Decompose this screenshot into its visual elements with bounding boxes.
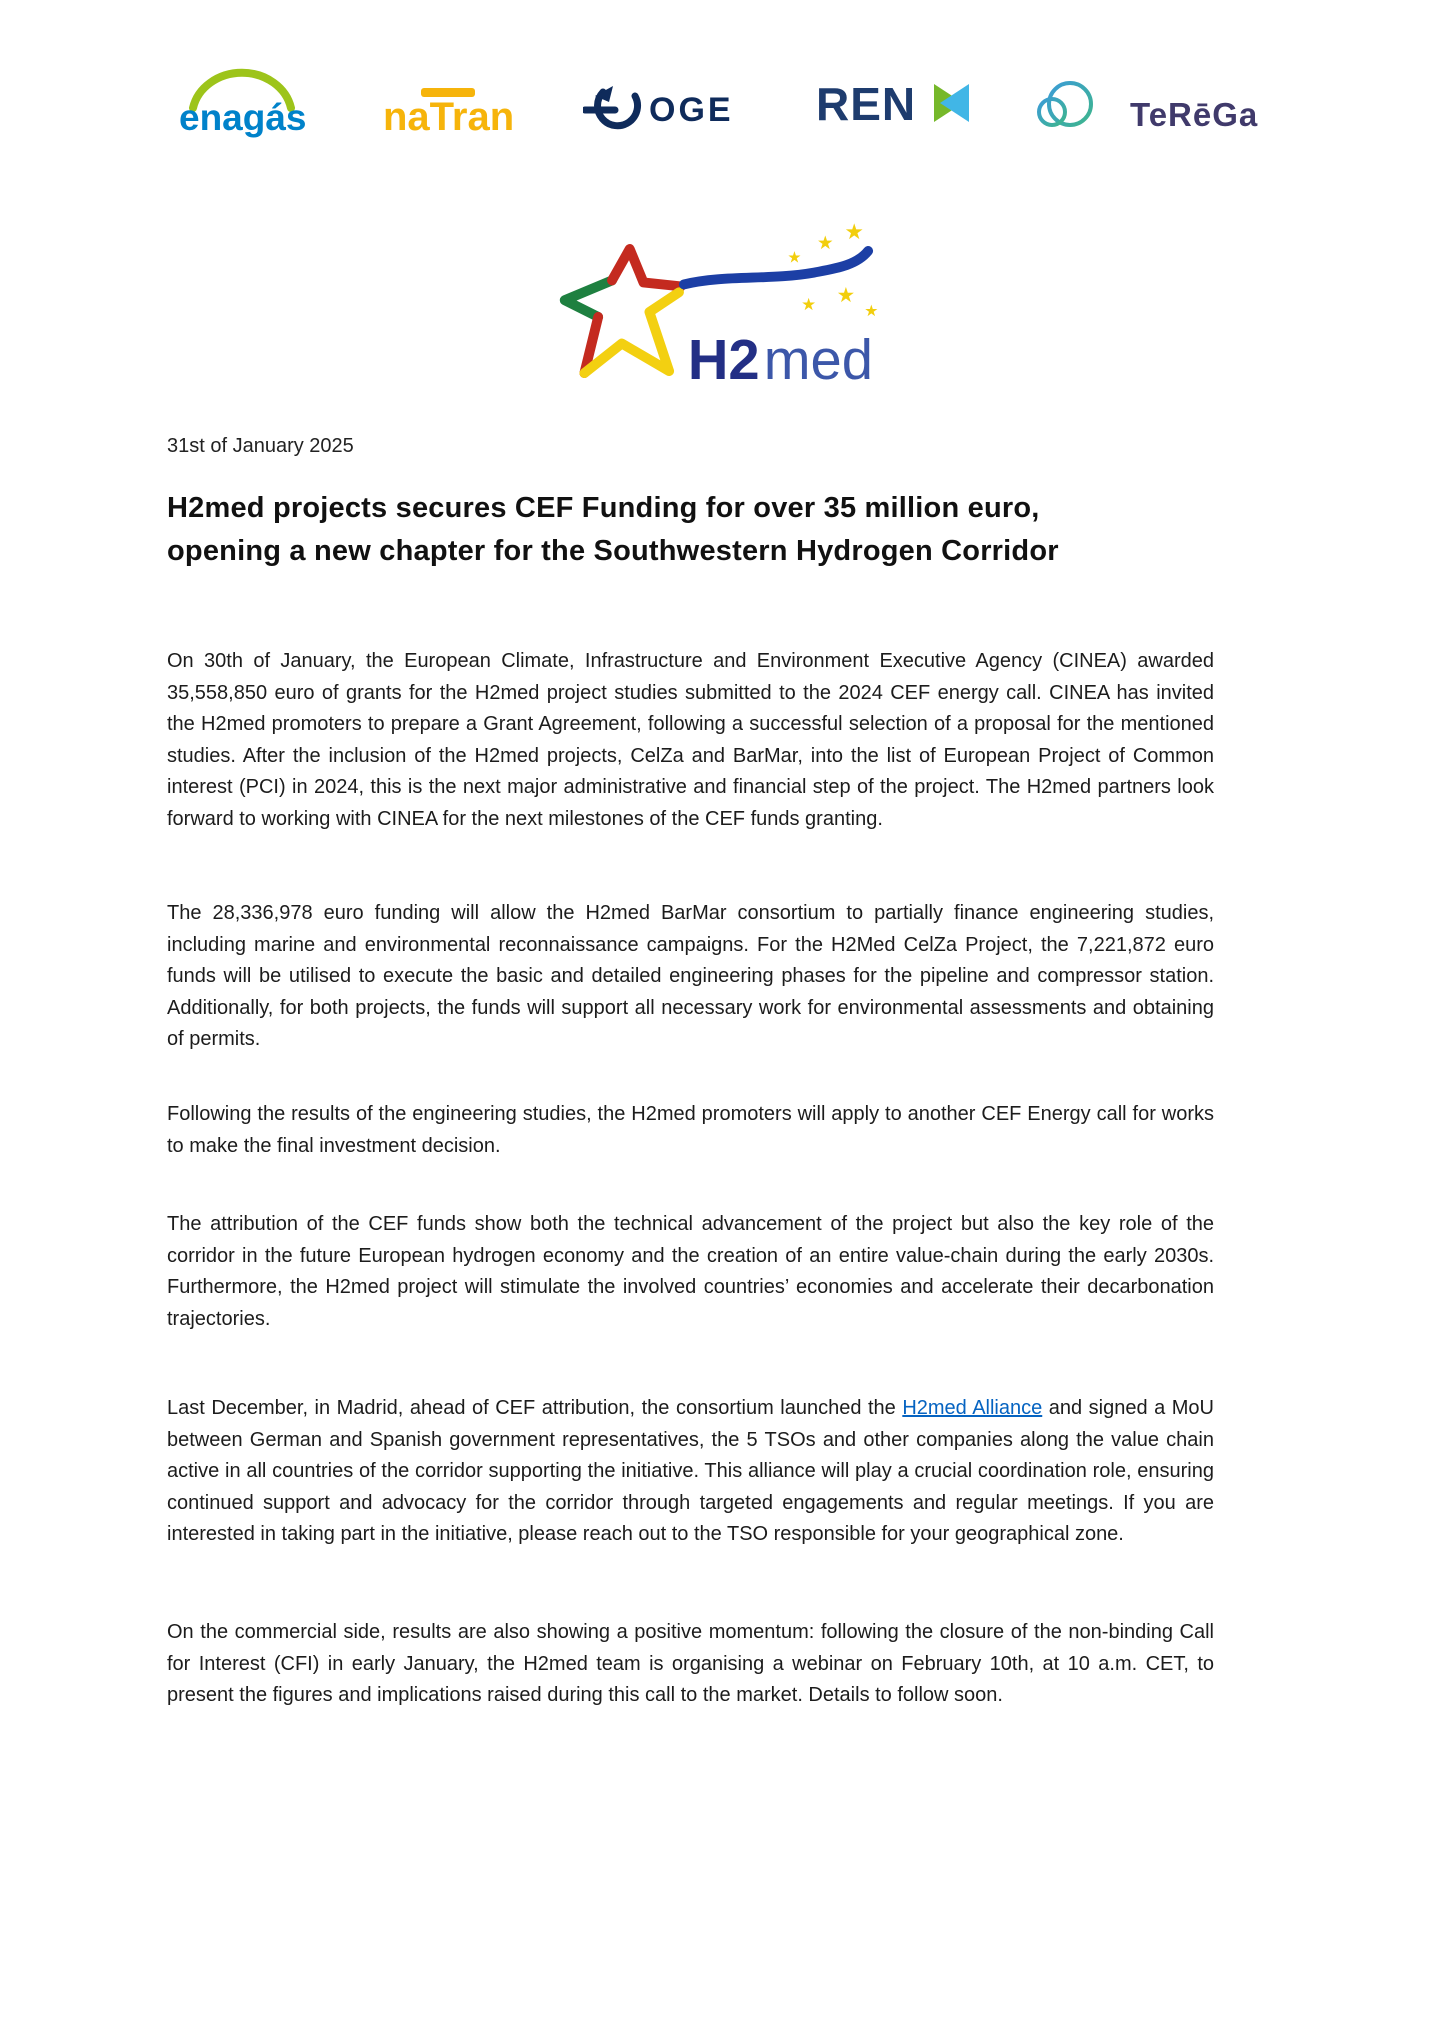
paragraph-5-before-link: Last December, in Madrid, ahead of CEF attribution, the consortium launched the [167, 1397, 903, 1419]
terega-logo-graphic [1016, 74, 1260, 140]
h2med-wordmark-med: med [763, 328, 873, 391]
natran-logo [383, 82, 535, 145]
ren-bowtie-icon [934, 84, 969, 122]
enagas-wordmark: enagás [179, 97, 307, 138]
terega-logo [1016, 74, 1260, 145]
h2med-alliance-link[interactable]: H2med Alliance [902, 1397, 1043, 1419]
oge-logo [583, 74, 755, 143]
enagas-logo-graphic [163, 62, 348, 140]
enagas-logo [163, 62, 348, 145]
natran-logo-graphic [383, 82, 535, 140]
paragraph-3: Following the results of the engineering studies, the H2med promoters will apply to another CEF Energy call for works to make the final investment decision. [167, 1103, 1214, 1157]
headline [167, 487, 1214, 573]
paragraph-5-after-link: and signed a MoU between German and Spanish government representatives, the 5 TSOs and other companies along the value chain active in all countries of the corridor supporting the initiative. This alliance will play a crucial coordination role, ensuring continued support and advocacy for the corridor through targeted engagements and regular meetings. If you are interested in taking part in the initiative, please reach out to the TSO responsible for your geographical zone. [167, 1397, 1214, 1545]
h2med-logo-graphic [543, 222, 878, 402]
oge-wordmark: OGE [649, 91, 734, 129]
h2med-wordmark-h2: H2 [687, 328, 760, 391]
ren-logo [816, 72, 972, 139]
ren-wordmark: REN [816, 78, 917, 130]
paragraph-6: On the commercial side, results are also showing a positive momentum: following the closure of the non-binding Call for Interest (CFI) in early January, the H2med team is organising a webinar on February 10th, at 10 a.m. CET, to present the figures and implications raised during this call to the market. Details to follow soon. [167, 1621, 1214, 1706]
svg-text:★: ★ [787, 249, 802, 267]
svg-text:★: ★ [864, 302, 878, 320]
oge-logo-graphic [583, 74, 755, 138]
terega-wordmark: TeRēGa [1130, 96, 1259, 133]
natran-wordmark: naTran [383, 95, 515, 139]
document-date: 31st of January 2025 [167, 435, 354, 457]
paragraph-1: On 30th of January, the European Climate, Infrastructure and Environment Executive Agency (CINEA) awarded 35,558,850 euro of grants for the H2med project studies submitted to the 2024 CEF energy call. CINEA has invited the H2med promoters to prepare a Grant Agreement, following a successful selection of a proposal for the mentioned studies. After the inclusion of the H2med projects, CelZa and BarMar, into the list of European Project of Common interest (PCI) in 2024, this is the next major administrative and financial step of the project. The H2med partners look forward to working with CINEA for the next milestones of the CEF funds granting. [167, 650, 1214, 830]
terega-globe-icon [1018, 83, 1122, 125]
h2med-logo [543, 222, 878, 407]
paragraph-4: The attribution of the CEF funds show both the technical advancement of the project but also the key role of the corridor in the future European hydrogen economy and the creation of an entire value-chain during the early 2030s. Furthermore, the H2med project will stimulate the involved countries’ economies and accelerate their decarbonation trajectories. [167, 1213, 1214, 1330]
headline-line-2: opening a new chapter for the Southwestern Hydrogen Corridor [167, 535, 1059, 567]
svg-text:★: ★ [816, 231, 834, 253]
oge-rotation-icon [585, 86, 638, 126]
ren-logo-graphic [816, 72, 972, 134]
svg-text:★: ★ [801, 295, 817, 315]
h2med-swoosh [684, 251, 868, 285]
paragraph-5 [167, 1393, 1214, 1551]
paragraph-2: The 28,336,978 euro funding will allow the H2med BarMar consortium to partially finance engineering studies, including marine and environmental reconnaissance campaigns. For the H2Med CelZa Project, the 7,221,872 euro funds will be utilised to execute the basic and detailed engineering phases for the pipeline and compressor station. Additionally, for both projects, the funds will support all necessary work for environmental assessments and obtaining of permits. [167, 902, 1214, 1050]
headline-line-1: H2med projects secures CEF Funding for over 35 million euro, [167, 492, 1040, 524]
svg-text:★: ★ [844, 222, 864, 245]
svg-text:★: ★ [836, 284, 856, 308]
